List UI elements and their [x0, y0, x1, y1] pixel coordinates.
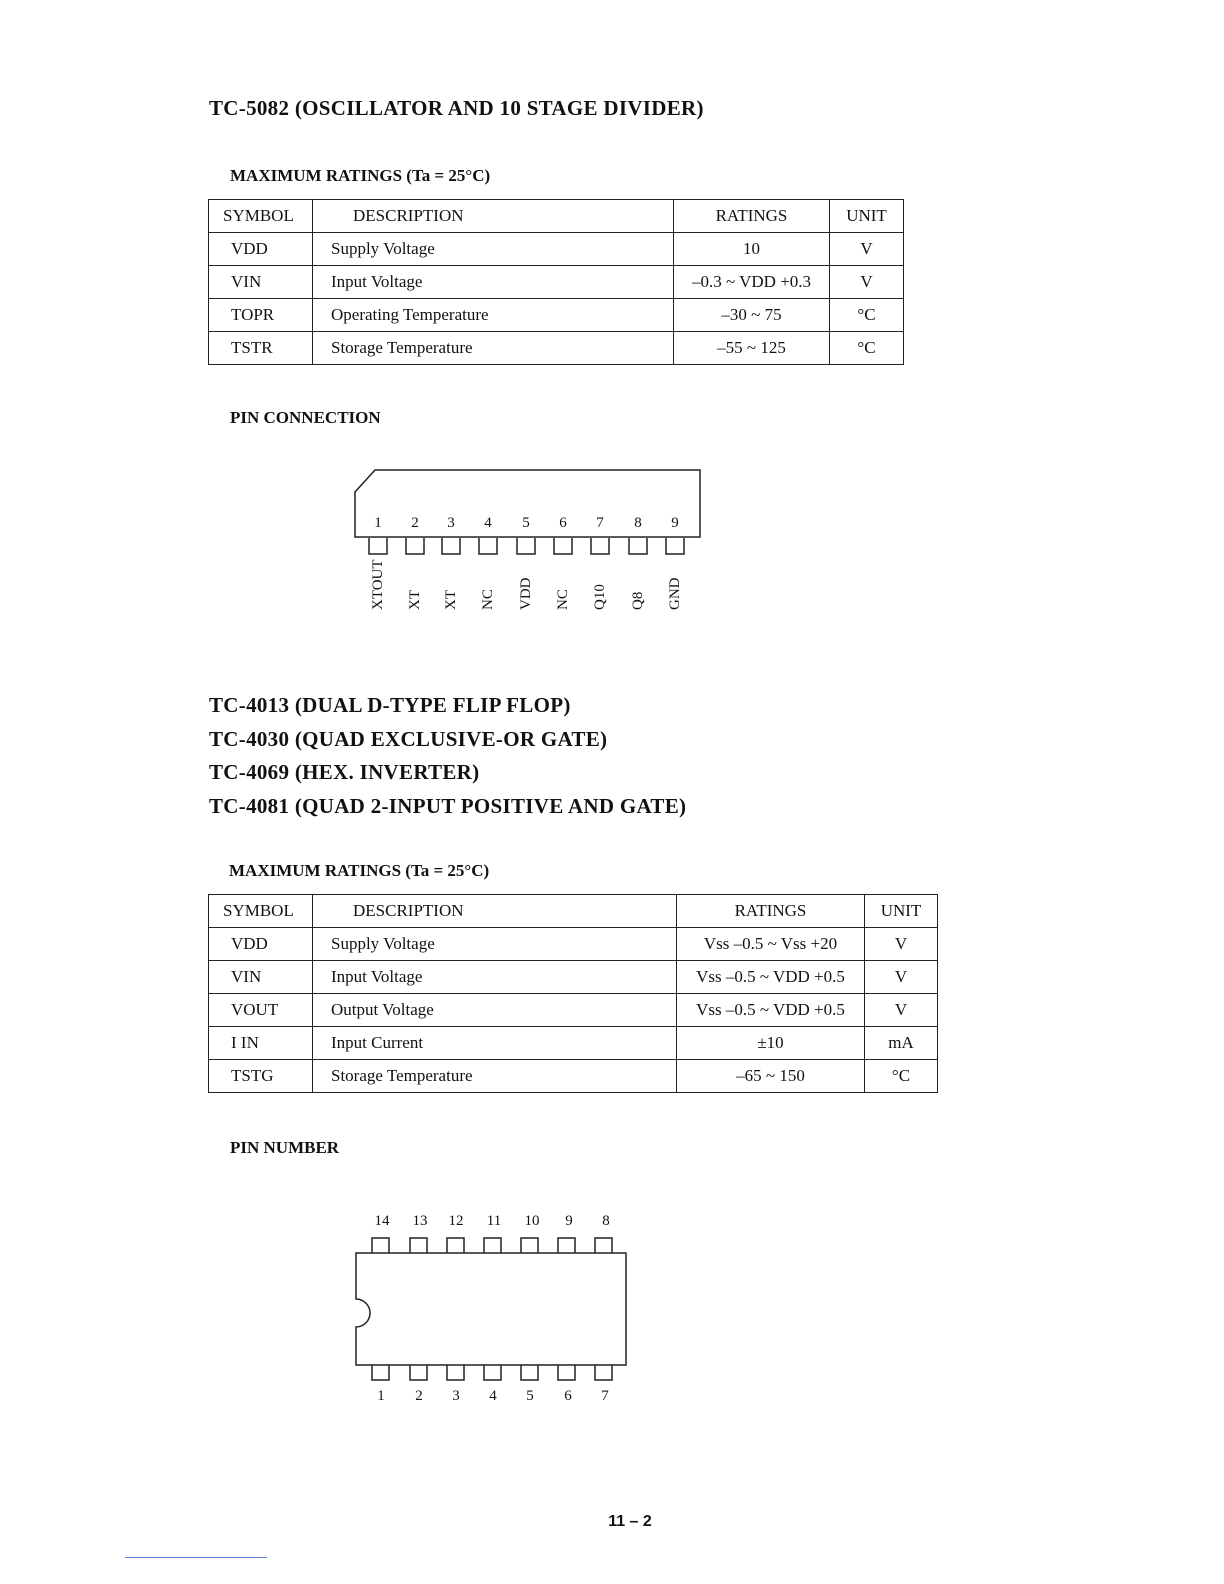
dip-pin-number: 8 — [602, 1213, 610, 1229]
dip-pin-number: 10 — [524, 1213, 540, 1229]
cell-description: Input Voltage — [313, 961, 677, 994]
cell-description: Storage Temperature — [313, 1060, 677, 1093]
cell-symbol — [209, 233, 313, 266]
cell-symbol — [209, 299, 313, 332]
dip-pin-number: 12 — [448, 1213, 464, 1229]
sip-pin-number: 7 — [596, 515, 604, 531]
section2-title: TC-4030 (QUAD EXCLUSIVE-OR GATE) — [209, 727, 608, 751]
sip-pin-diagram — [340, 462, 720, 622]
column-header-ratings: RATINGS — [677, 895, 865, 928]
cell-symbol — [209, 266, 313, 299]
dip-pin-diagram — [340, 1205, 640, 1415]
cell-unit: V — [830, 233, 904, 266]
section2-title: TC-4013 (DUAL D-TYPE FLIP FLOP) — [209, 693, 571, 717]
sip-pin-number: 6 — [559, 515, 567, 531]
table-row — [209, 928, 938, 961]
cell-description: Input Current — [313, 1027, 677, 1060]
dip-pin-number: 14 — [374, 1213, 390, 1229]
dip-pin-number: 9 — [565, 1213, 573, 1229]
cell-rating: –65 ~ 150 — [677, 1060, 865, 1093]
symbol-text: I IN — [231, 1033, 259, 1052]
dip-pin-number: 1 — [377, 1388, 385, 1404]
symbol-text: TSTR — [231, 338, 273, 357]
cell-unit: V — [865, 961, 938, 994]
cell-unit: V — [865, 994, 938, 1027]
cell-description: Supply Voltage — [313, 928, 677, 961]
section2-title: TC-4081 (QUAD 2-INPUT POSITIVE AND GATE) — [209, 794, 687, 818]
cell-description: Operating Temperature — [313, 299, 674, 332]
cell-symbol — [209, 994, 313, 1027]
sip-pin-number: 9 — [671, 515, 679, 531]
cell-unit: °C — [865, 1060, 938, 1093]
dip-pin-number: 6 — [564, 1388, 572, 1404]
cell-description: Storage Temperature — [313, 332, 674, 365]
dip-pin-number: 11 — [486, 1213, 502, 1229]
cell-symbol — [209, 1060, 313, 1093]
cell-rating: 10 — [674, 233, 830, 266]
cell-symbol — [209, 1027, 313, 1060]
symbol-text: VIN — [231, 967, 262, 986]
cell-rating: –55 ~ 125 — [674, 332, 830, 365]
column-header-description: DESCRIPTION — [313, 200, 674, 233]
sip-pin-label: GND — [667, 577, 683, 610]
cell-unit: mA — [865, 1027, 938, 1060]
cell-rating: Vss –0.5 ~ VDD +0.5 — [677, 961, 865, 994]
cell-rating: ±10 — [677, 1027, 865, 1060]
sip-pin-label: Q8 — [630, 591, 646, 610]
footer-rule — [125, 1557, 267, 1558]
cell-description: Output Voltage — [313, 994, 677, 1027]
column-header-unit: UNIT — [865, 895, 938, 928]
cell-unit: V — [830, 266, 904, 299]
dip-pin-number: 13 — [412, 1213, 428, 1229]
cell-description: Supply Voltage — [313, 233, 674, 266]
dip-pin-number: 4 — [489, 1388, 497, 1404]
cell-rating: Vss –0.5 ~ VDD +0.5 — [677, 994, 865, 1027]
dip-pin-number: 7 — [601, 1388, 609, 1404]
section2-ratings-heading: MAXIMUM RATINGS (Ta = 25°C) — [229, 861, 490, 880]
cell-rating: –0.3 ~ VDD +0.3 — [674, 266, 830, 299]
sip-pin-number: 4 — [484, 515, 492, 531]
section1-pin-heading: PIN CONNECTION — [230, 408, 381, 427]
column-header-description: DESCRIPTION — [313, 895, 677, 928]
dip-pin-number: 3 — [452, 1388, 460, 1404]
symbol-text: VIN — [231, 272, 262, 291]
table-row — [209, 961, 938, 994]
dip-pin-number: 2 — [415, 1388, 423, 1404]
dip-package-outline — [340, 1205, 640, 1415]
symbol-text: TSTG — [231, 1066, 274, 1085]
cell-rating: –30 ~ 75 — [674, 299, 830, 332]
section1-ratings-heading: MAXIMUM RATINGS (Ta = 25°C) — [230, 166, 491, 185]
cell-unit: °C — [830, 332, 904, 365]
section2-pin-heading: PIN NUMBER — [230, 1138, 340, 1157]
cell-symbol — [209, 928, 313, 961]
table-row — [209, 266, 904, 299]
symbol-text: VDD — [231, 239, 268, 258]
sip-pin-number: 1 — [374, 515, 382, 531]
dip-pin-number: 5 — [526, 1388, 534, 1404]
table-row — [209, 994, 938, 1027]
sip-pin-label: NC — [480, 589, 496, 610]
column-header-ratings: RATINGS — [674, 200, 830, 233]
section2-ratings-table — [208, 894, 938, 1093]
sip-pin-label: XT — [443, 590, 459, 610]
page-number: 11 – 2 — [608, 1513, 652, 1530]
table-row — [209, 1060, 938, 1093]
section2-title: TC-4069 (HEX. INVERTER) — [209, 760, 480, 784]
sip-pin-label: Q10 — [592, 584, 608, 610]
symbol-text: VDD — [231, 934, 268, 953]
table-header-row — [209, 200, 904, 233]
table-row — [209, 299, 904, 332]
cell-unit: °C — [830, 299, 904, 332]
cell-description: Input Voltage — [313, 266, 674, 299]
column-header-symbol: SYMBOL — [209, 895, 313, 928]
cell-rating: Vss –0.5 ~ Vss +20 — [677, 928, 865, 961]
sip-pin-number: 3 — [447, 515, 455, 531]
table-header-row — [209, 895, 938, 928]
cell-symbol — [209, 961, 313, 994]
section1-title: TC-5082 (OSCILLATOR AND 10 STAGE DIVIDER) — [209, 96, 704, 120]
table-row — [209, 332, 904, 365]
symbol-text: VOUT — [231, 1000, 279, 1019]
cell-unit: V — [865, 928, 938, 961]
column-header-unit: UNIT — [830, 200, 904, 233]
sip-pin-label: XT — [407, 590, 423, 610]
symbol-text: TOPR — [231, 305, 275, 324]
cell-symbol — [209, 332, 313, 365]
sip-pin-number: 8 — [634, 515, 642, 531]
sip-pin-number: 5 — [522, 515, 530, 531]
sip-pin-label: VDD — [518, 577, 534, 610]
column-header-symbol: SYMBOL — [209, 200, 313, 233]
table-row — [209, 1027, 938, 1060]
table-row — [209, 233, 904, 266]
section1-ratings-table — [208, 199, 904, 365]
sip-pin-label: XTOUT — [370, 559, 386, 610]
sip-pin-label: NC — [555, 589, 571, 610]
sip-pin-number: 2 — [411, 515, 419, 531]
